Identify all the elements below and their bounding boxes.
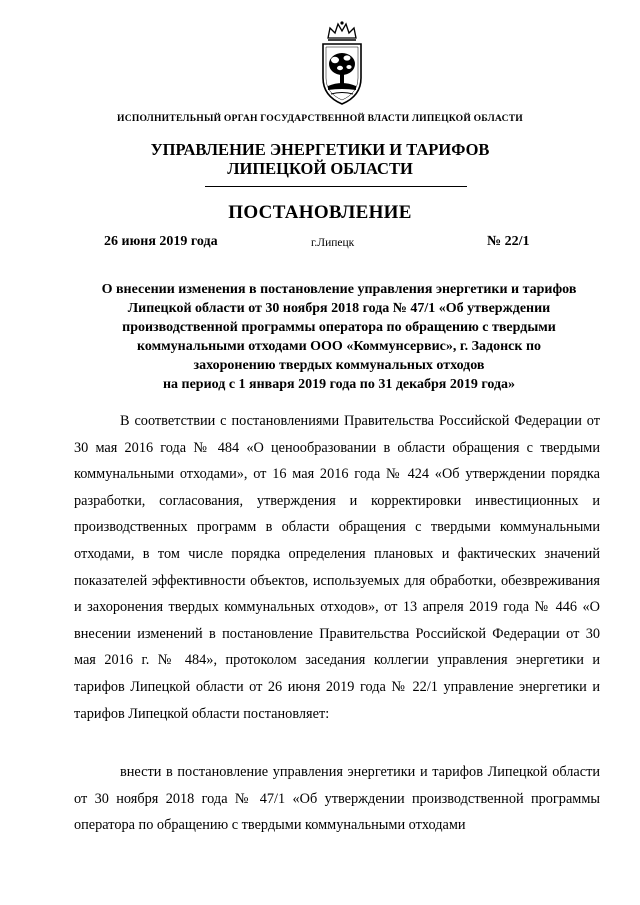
subject-line: Липецкой области от 30 ноября 2018 года № 47/1 «Об утверждении: [127, 301, 551, 316]
document-date: 26 июня 2019 года: [104, 234, 218, 249]
document-place: г.Липецк: [311, 237, 355, 249]
document-type-title: ПОСТАНОВЛЕНИЕ: [228, 202, 412, 223]
resolution-paragraph: внести в постановление управления энергетики и тарифов Липецкой области от 30 ноября 2018 года № 47/1 «Об утверждении производственной программы оператора по обращению с твердыми коммунальными отходами: [74, 764, 600, 834]
document-number: № 22/1: [487, 234, 530, 249]
department-name: [0, 140, 640, 178]
header-divider: [205, 186, 467, 187]
department-name-line-1: УПРАВЛЕНИЕ ЭНЕРГЕТИКИ И ТАРИФОВ: [150, 140, 490, 159]
subject-line: захоронению твердых коммунальных отходов: [193, 358, 485, 373]
issuing-authority: ИСПОЛНИТЕЛЬНЫЙ ОРГАН ГОСУДАРСТВЕННОЙ ВЛАСТИ ЛИПЕЦКОЙ ОБЛАСТИ: [117, 113, 523, 124]
document-subject: [74, 280, 604, 394]
subject-line: О внесении изменения в постановление управления энергетики и тарифов: [101, 282, 577, 297]
preamble-paragraph: В соответствии с постановлениями Правительства Российской Федерации от 30 мая 2016 года № 484 «О ценообразовании в области обращения с твердыми коммунальными отходами», от 16 мая 2016 года № 424 «Об утверждении порядка разработки, согласования, утверждения и корректировки инвестиционных и производственных программ в области обращения с твердыми коммунальными отходами, в том числе порядка определения плановых и фактических значений показателей эффективности объектов, используемых для обработки, обезвреживания и захоронения твердых коммунальных отходов», от 13 апреля 2019 года № 446 «О внесении изменений в постановление Правительства Российской Федерации от 30 мая 2016 г. № 484», протоколом заседания коллегии управления энергетики и тарифов Липецкой области от 26 июня 2019 года № 22/1 управление энергетики и тарифов Липецкой области постановляет:: [74, 413, 600, 722]
subject-line: коммунальными отходами ООО «Коммунсервис», г. Задонск по: [136, 339, 542, 354]
department-name-line-2: ЛИПЕЦКОЙ ОБЛАСТИ: [227, 159, 413, 178]
subject-line: производственной программы оператора по обращению с твердыми: [122, 320, 556, 335]
subject-line: на период с 1 января 2019 года по 31 декабря 2019 года»: [162, 377, 516, 392]
coat-of-arms-icon: [318, 20, 366, 106]
